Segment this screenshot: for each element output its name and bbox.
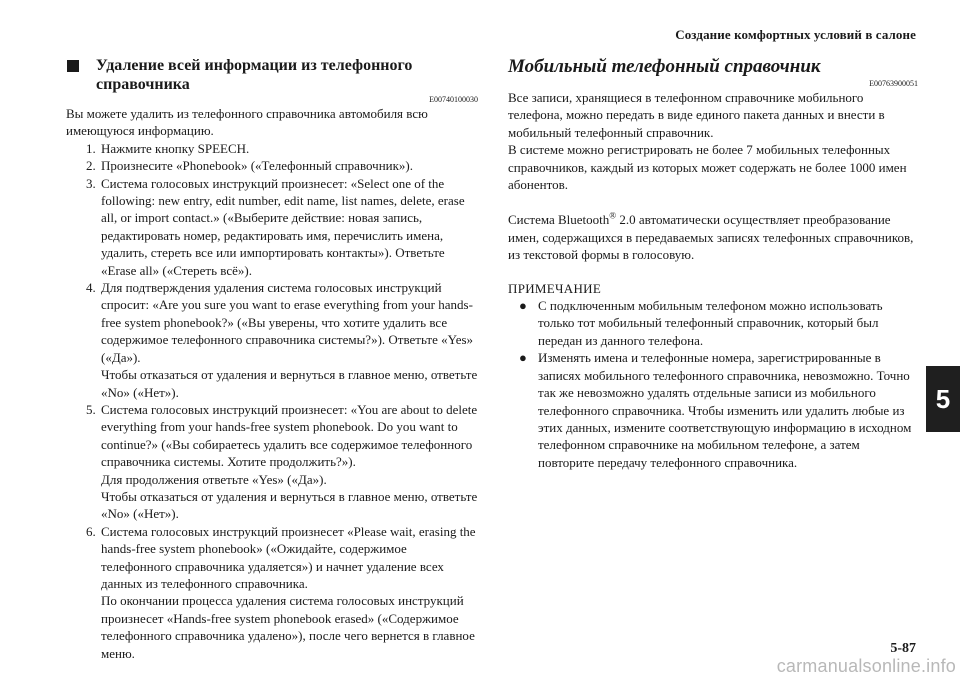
list-item	[66, 140, 478, 157]
watermark: carmanualsonline.info	[776, 656, 956, 676]
intro-paragraph: Вы можете удалить из телефонного справочника автомобиля всю имеющуюся информацию.	[66, 106, 428, 139]
section-code: E00763900051	[869, 79, 918, 88]
right-column	[508, 56, 918, 471]
step-number: 1.	[86, 140, 96, 156]
step-text: Система голосовых инструкций произнесет: «You are about to delete everything from your hands-free system phonebook. Do you want to continue?» («Вы собираетесь удалить все содержимое телефонного справочника системы. Хотите продолжить?»).	[101, 401, 478, 470]
step-number: 4.	[86, 280, 96, 296]
paragraph: Все записи, хранящиеся в телефонном справочнике мобильного телефона, можно передать в виде единого пакета данных и внести в мобильный телефонный справочник.	[508, 90, 885, 140]
step-number: 3.	[86, 175, 96, 191]
step-text: Система голосовых инструкций произнесет: «Select one of the following: new entry, edit number, edit name, list names, delete, erase all, or import contact.» («Выберите действие: новая запись, редактировать номер, редактировать имя, перечислить имена, удалить, стереть все или импортировать контакты»). Ответьте «Erase all» («Стереть всё»).	[101, 175, 465, 278]
step-subtext: Чтобы отказаться от удаления и вернуться в главное меню, ответьте «No» («Нет»).	[101, 367, 478, 400]
step-subtext: Чтобы отказаться от удаления и вернуться в главное меню, ответьте «No» («Нет»).	[101, 488, 478, 522]
note-list	[508, 297, 918, 471]
step-subtext: По окончании процесса удаления система голосовых инструкций произнесет «Hands-free system phonebook erased» («Содержимое телефонного справочника удалено»), после чего вернется в главное меню.	[101, 593, 475, 661]
left-column	[66, 56, 478, 662]
list-item	[66, 157, 478, 174]
paragraph-text: Система Bluetooth	[508, 212, 610, 228]
list-item	[66, 523, 478, 662]
registered-mark: ®	[609, 211, 617, 222]
section-heading	[66, 56, 478, 94]
step-text: Произнесите «Phonebook» («Телефонный справочник»).	[101, 158, 414, 174]
list-item	[66, 401, 478, 523]
bluetooth-paragraph	[508, 211, 918, 263]
list-item	[508, 297, 918, 349]
running-header: Создание комфортных условий в салоне	[675, 27, 916, 42]
section-title: Мобильный телефонный справочник	[508, 56, 821, 77]
step-number: 2.	[86, 158, 96, 174]
paragraph: В системе можно регистрировать не более 7 мобильных телефонных справочников, каждый из которых может содержать не более 1000 имен абонентов.	[508, 142, 907, 193]
step-subtext: Для продолжения ответьте «Yes» («Да»).	[101, 471, 327, 487]
list-item	[66, 279, 478, 401]
page-number: 5-87	[890, 641, 916, 656]
step-number: 5.	[86, 401, 96, 417]
steps-list	[66, 140, 478, 662]
step-text: Нажмите кнопку SPEECH.	[101, 140, 250, 156]
note-text: С подключенным мобильным телефоном можно использовать только тот мобильный телефонный справочник, который был передан из данного телефона.	[538, 298, 883, 348]
step-text: Система голосовых инструкций произнесет «Please wait, erasing the hands-free system phonebook» («Ожидайте, содержимое телефонного справочника удаляется») и начнет удаление всех данных из телефонного справочника.	[101, 523, 476, 591]
chapter-tab: 5	[926, 366, 960, 432]
note-text: Изменять имена и телефонные номера, зарегистрированные в записях мобильного телефонного справочника, невозможно. Точно так же невозможно удалять отдельные записи из мобильного телефонного справочника.	[538, 350, 910, 418]
spacer	[508, 193, 918, 211]
list-item	[66, 175, 478, 279]
section-code: E00740100030	[429, 95, 478, 104]
paragraph-text: 2.0 автоматически осуществляет преобразование имен, содержащихся в передаваемых записях телефонных справочников, из текстовой формы в голосовую.	[508, 212, 914, 263]
note-heading: ПРИМЕЧАНИЕ	[508, 280, 602, 296]
bullet-dot-icon: ●	[519, 350, 527, 366]
list-item	[508, 349, 918, 471]
step-number: 6.	[86, 523, 96, 539]
section-heading-text: Удаление всей информации из телефонного справочника	[96, 57, 413, 93]
square-bullet-icon	[67, 60, 79, 72]
bullet-dot-icon: ●	[519, 298, 527, 314]
note-subtext: Чтобы изменить или удалить любые из этих данных, измените соответствующую информацию в исходном телефонном справочнике на мобильном телефоне, а затем повторите передачу телефонного справочника.	[538, 402, 912, 470]
step-text: Для подтверждения удаления система голосовых инструкций спросит: «Are you sure you want to erase everything from your hands-free system phonebook?» («Вы уверены, что хотите удалить все содержимое телефонного справочника системы?»). Ответьте «Yes» («Да»).	[101, 280, 474, 365]
